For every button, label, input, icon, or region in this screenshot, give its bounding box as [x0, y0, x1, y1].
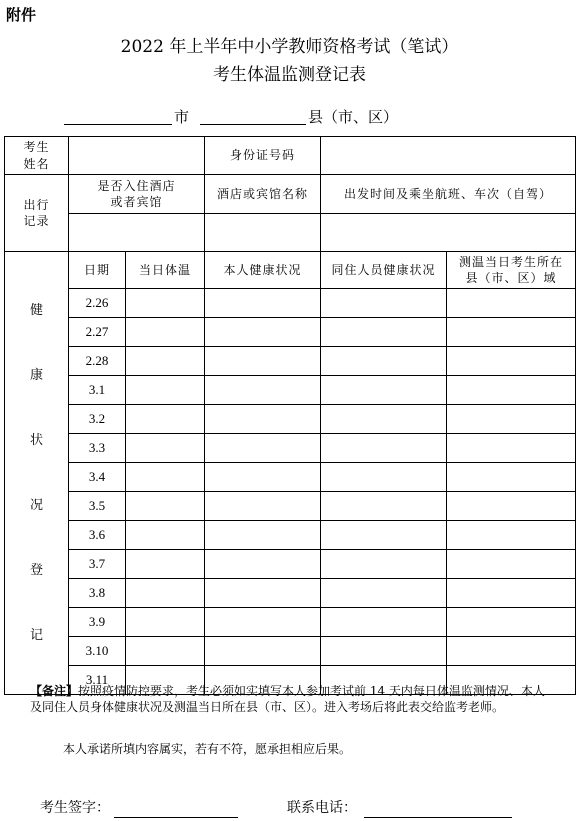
date-cell: 3.11 [69, 666, 126, 695]
travel-label: 出行 记录 [5, 175, 69, 252]
table-row [5, 579, 576, 608]
date-cell: 2.28 [69, 347, 126, 376]
city-label: 市 [174, 108, 190, 126]
table-row [5, 550, 576, 579]
date-cell: 3.9 [69, 608, 126, 637]
date-cell: 3.2 [69, 405, 126, 434]
col-cohabit-health-header: 同住人员健康状况 [321, 252, 447, 289]
cohabit-health-cell[interactable] [321, 376, 447, 405]
location-cell[interactable] [447, 492, 576, 521]
cohabit-health-cell[interactable] [321, 405, 447, 434]
cohabit-health-cell[interactable] [321, 434, 447, 463]
temp-cell[interactable] [126, 289, 205, 318]
hotel-question-label: 是否入住酒店 或者宾馆 [69, 175, 205, 214]
cohabit-health-cell[interactable] [321, 608, 447, 637]
self-health-cell[interactable] [205, 289, 321, 318]
cohabit-health-cell[interactable] [321, 550, 447, 579]
location-cell[interactable] [447, 347, 576, 376]
departure-field[interactable] [321, 214, 576, 252]
self-health-cell[interactable] [205, 347, 321, 376]
county-input-line[interactable] [200, 106, 306, 125]
date-cell: 3.4 [69, 463, 126, 492]
city-input-line[interactable] [64, 106, 172, 125]
location-cell[interactable] [447, 579, 576, 608]
phone-input-line[interactable] [364, 799, 512, 818]
table-row [5, 521, 576, 550]
table-row [5, 318, 576, 347]
table-row [5, 608, 576, 637]
table-row [5, 492, 576, 521]
attachment-label: 附件 [6, 6, 37, 24]
location-cell[interactable] [447, 550, 576, 579]
cohabit-health-cell[interactable] [321, 521, 447, 550]
table-row [5, 463, 576, 492]
remarks [30, 683, 550, 715]
location-cell[interactable] [447, 376, 576, 405]
signature-input-line[interactable] [114, 799, 238, 818]
cohabit-health-cell[interactable] [321, 579, 447, 608]
temp-cell[interactable] [126, 608, 205, 637]
temp-cell[interactable] [126, 405, 205, 434]
cohabit-health-cell[interactable] [321, 289, 447, 318]
col-location-header: 测温当日考生所在 县（市、区）域 [447, 252, 576, 289]
date-cell: 3.5 [69, 492, 126, 521]
id-label: 身份证号码 [205, 137, 321, 175]
location-line [0, 106, 579, 128]
temp-cell[interactable] [126, 492, 205, 521]
signature-label: 考生签字： [40, 800, 110, 816]
self-health-cell[interactable] [205, 492, 321, 521]
self-health-cell[interactable] [205, 405, 321, 434]
self-health-cell[interactable] [205, 434, 321, 463]
table-row [5, 376, 576, 405]
remarks-text: 按照疫情防控要求，考生必须如实填写本人参加考试前 14 天内每日体温监测情况、本人及同住人员身体健康状况及测温当日所在县（市、区）。进入考场后将此表交给监考老师。 [30, 684, 545, 714]
county-label: 县（市、区） [308, 108, 399, 126]
col-temp-header: 当日体温 [126, 252, 205, 289]
location-cell[interactable] [447, 521, 576, 550]
self-health-cell[interactable] [205, 463, 321, 492]
temp-cell[interactable] [126, 637, 205, 666]
hotel-name-field[interactable] [205, 214, 321, 252]
location-cell[interactable] [447, 608, 576, 637]
self-health-cell[interactable] [205, 318, 321, 347]
self-health-cell[interactable] [205, 608, 321, 637]
date-cell: 3.6 [69, 521, 126, 550]
date-cell: 3.3 [69, 434, 126, 463]
temp-cell[interactable] [126, 376, 205, 405]
title-line-2: 考生体温监测登记表 [213, 65, 366, 85]
table-row [5, 347, 576, 376]
location-cell[interactable] [447, 463, 576, 492]
table-row [5, 289, 576, 318]
table-row [5, 637, 576, 666]
self-health-cell[interactable] [205, 376, 321, 405]
date-cell: 3.1 [69, 376, 126, 405]
self-health-cell[interactable] [205, 521, 321, 550]
phone-label: 联系电话： [287, 800, 357, 816]
name-field[interactable] [69, 137, 205, 175]
cohabit-health-cell[interactable] [321, 463, 447, 492]
cohabit-health-cell[interactable] [321, 347, 447, 376]
table-row [5, 405, 576, 434]
name-label: 考生 姓名 [5, 137, 69, 175]
date-cell: 2.27 [69, 318, 126, 347]
location-cell[interactable] [447, 434, 576, 463]
temp-cell[interactable] [126, 521, 205, 550]
location-cell[interactable] [447, 289, 576, 318]
table-row [5, 434, 576, 463]
title-line-1: 2022 年上半年中小学教师资格考试（笔试） [120, 37, 459, 57]
self-health-cell[interactable] [205, 550, 321, 579]
date-cell: 3.7 [69, 550, 126, 579]
temp-cell[interactable] [126, 434, 205, 463]
temp-cell[interactable] [126, 463, 205, 492]
remarks-bracket-label: 【备注】 [30, 684, 79, 698]
date-cell: 3.10 [69, 637, 126, 666]
temperature-register-table [4, 136, 576, 695]
col-date-header: 日期 [69, 252, 126, 289]
self-health-cell[interactable] [205, 579, 321, 608]
temp-cell[interactable] [126, 579, 205, 608]
hotel-name-label: 酒店或宾馆名称 [205, 175, 321, 214]
location-cell[interactable] [447, 637, 576, 666]
self-health-cell[interactable] [205, 637, 321, 666]
date-cell: 3.8 [69, 579, 126, 608]
temp-cell[interactable] [126, 318, 205, 347]
departure-label: 出发时间及乘坐航班、车次（自驾） [321, 175, 576, 214]
health-section-label: 健 康 状 况 登 记 [5, 252, 69, 695]
id-field[interactable] [321, 137, 576, 175]
temp-cell[interactable] [126, 550, 205, 579]
cohabit-health-cell[interactable] [321, 318, 447, 347]
location-cell[interactable] [447, 318, 576, 347]
col-self-health-header: 本人健康状况 [205, 252, 321, 289]
location-cell[interactable] [447, 405, 576, 434]
temp-cell[interactable] [126, 347, 205, 376]
hotel-question-field[interactable] [69, 214, 205, 252]
cohabit-health-cell[interactable] [321, 637, 447, 666]
commitment-text: 本人承诺所填内容属实，若有不符，愿承担相应后果。 [63, 742, 352, 756]
date-cell: 2.26 [69, 289, 126, 318]
cohabit-health-cell[interactable] [321, 492, 447, 521]
